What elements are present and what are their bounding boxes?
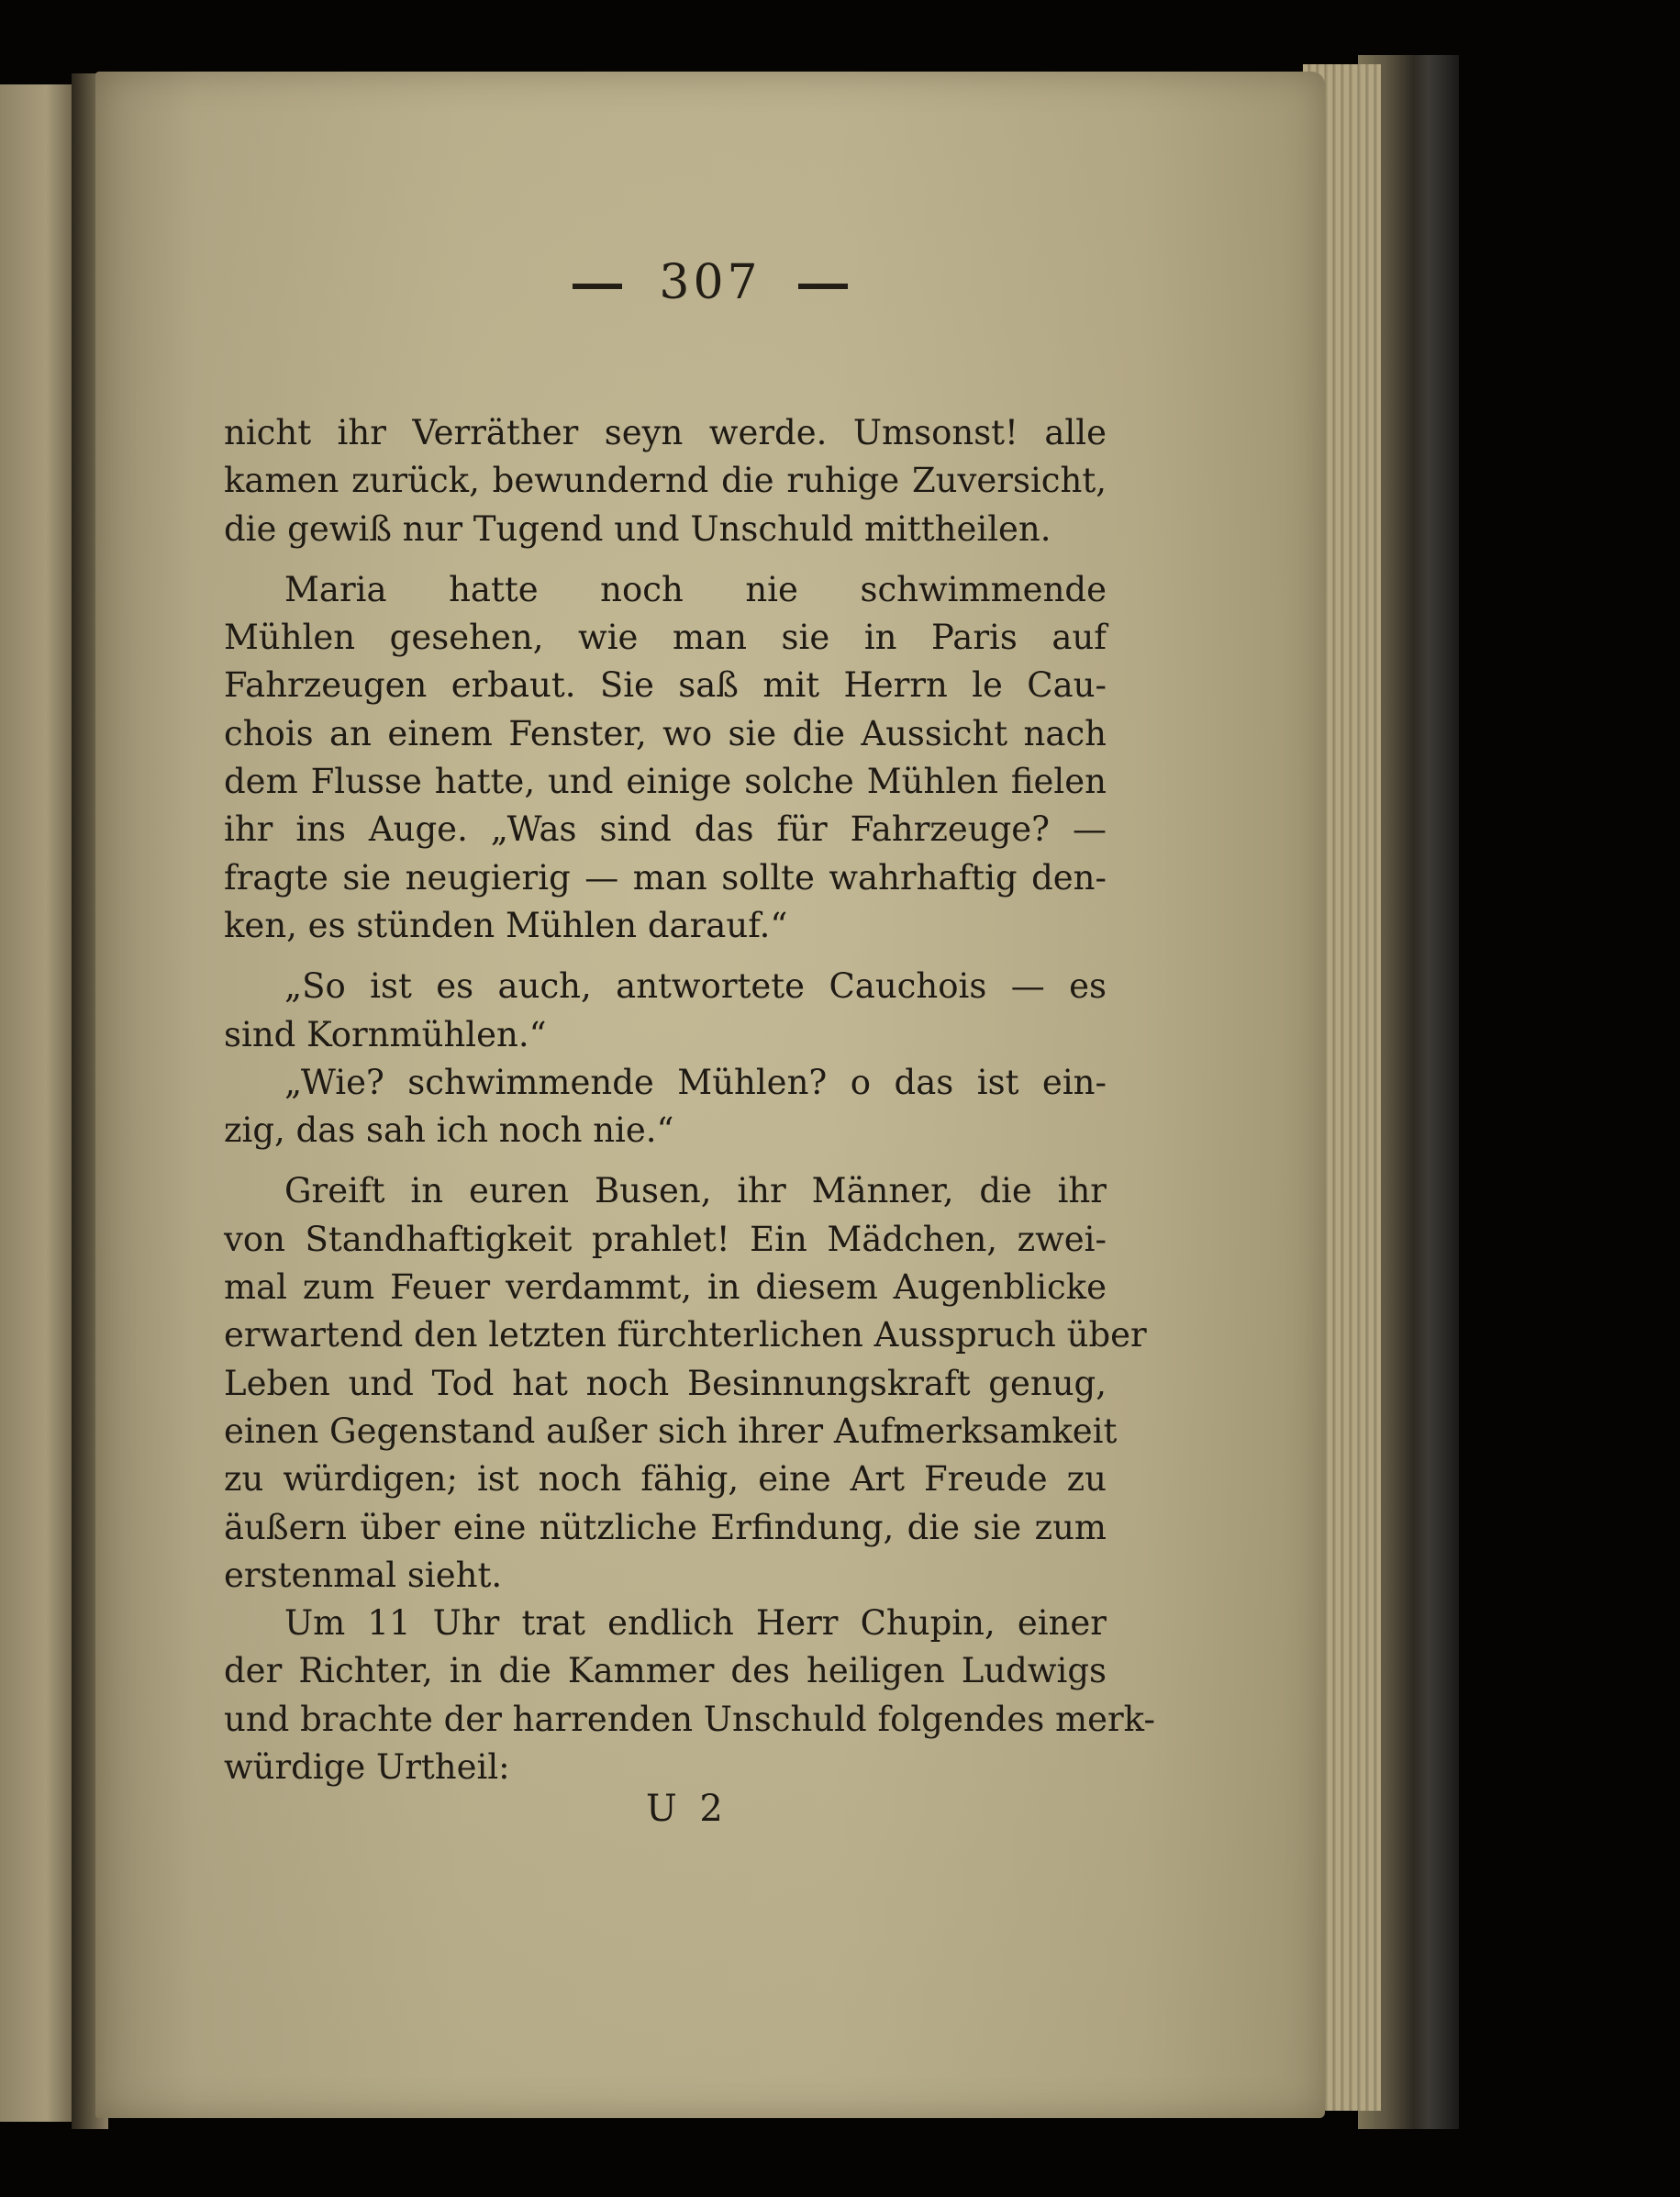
text-line: einen Gegenstand außer sich ihrer Aufmerksamkeit [224, 1411, 1118, 1451]
text-line: kamen zurück, bewundernd die ruhige Zuversicht, [224, 461, 1107, 501]
text-line: nicht ihr Verräther seyn werde. Umsonst! alle [224, 413, 1107, 452]
body-text [224, 409, 1155, 1791]
text-line: von Standhaftigkeit prahlet! Ein Mädchen, zwei- [224, 1219, 1107, 1259]
text-line: „So ist es auch, antwortete Cauchois — es [284, 966, 1107, 1007]
text-line: Leben und Tod hat noch Besinnungskraft genug, [224, 1363, 1107, 1403]
header-dash-left [573, 284, 622, 289]
page-header [95, 255, 1325, 310]
text-line: Mühlen gesehen, wie man sie in Paris auf [224, 618, 1107, 658]
text-line: „Wie? schwimmende Mühlen? o das ist ein- [284, 1062, 1107, 1102]
text-line: und brachte der harrenden Unschuld folgendes merk- [224, 1699, 1155, 1739]
text-line: Um 11 Uhr trat endlich Herr Chupin, einer [284, 1603, 1107, 1644]
text-line: zig, das sah ich noch nie.“ [224, 1110, 674, 1151]
header-dash-right [798, 284, 848, 289]
text-line: äußern über eine nützliche Erfindung, die sie zum [224, 1507, 1107, 1547]
text-line: Fahrzeugen erbaut. Sie saß mit Herrn le Cau- [224, 665, 1107, 706]
text-line: sind Kornmühlen.“ [224, 1014, 547, 1054]
text-line: würdige Urtheil: [224, 1747, 510, 1788]
text-line: Maria hatte noch nie schwimmende [284, 569, 1107, 609]
text-line: dem Flusse hatte, und einige solche Mühlen fielen [224, 762, 1107, 802]
text-line: erwartend den letzten fürchterlichen Ausspruch über [224, 1315, 1147, 1355]
text-line: ken, es stünden Mühlen darauf.“ [224, 905, 788, 945]
book-page [95, 72, 1325, 2118]
text-line: zu würdigen; ist noch fähig, eine Art Freude zu [224, 1459, 1107, 1500]
signature-mark: U 2 [646, 1788, 729, 1830]
text-line: der Richter, in die Kammer des heiligen Ludwigs [224, 1651, 1107, 1691]
text-line: erstenmal sieht. [224, 1555, 503, 1595]
text-line: fragte sie neugierig — man sollte wahrhaftig den- [224, 857, 1107, 898]
text-line: chois an einem Fenster, wo sie die Aussicht nach [224, 713, 1107, 753]
text-line: die gewiß nur Tugend und Unschuld mittheilen. [224, 508, 1051, 549]
page-number: 307 [659, 255, 762, 310]
text-line: mal zum Feuer verdammt, in diesem Augenblicke [224, 1267, 1107, 1308]
text-line: Greift in euren Busen, ihr Männer, die ihr [284, 1171, 1107, 1211]
text-line: ihr ins Auge. „Was sind das für Fahrzeuge? — [224, 809, 1107, 850]
